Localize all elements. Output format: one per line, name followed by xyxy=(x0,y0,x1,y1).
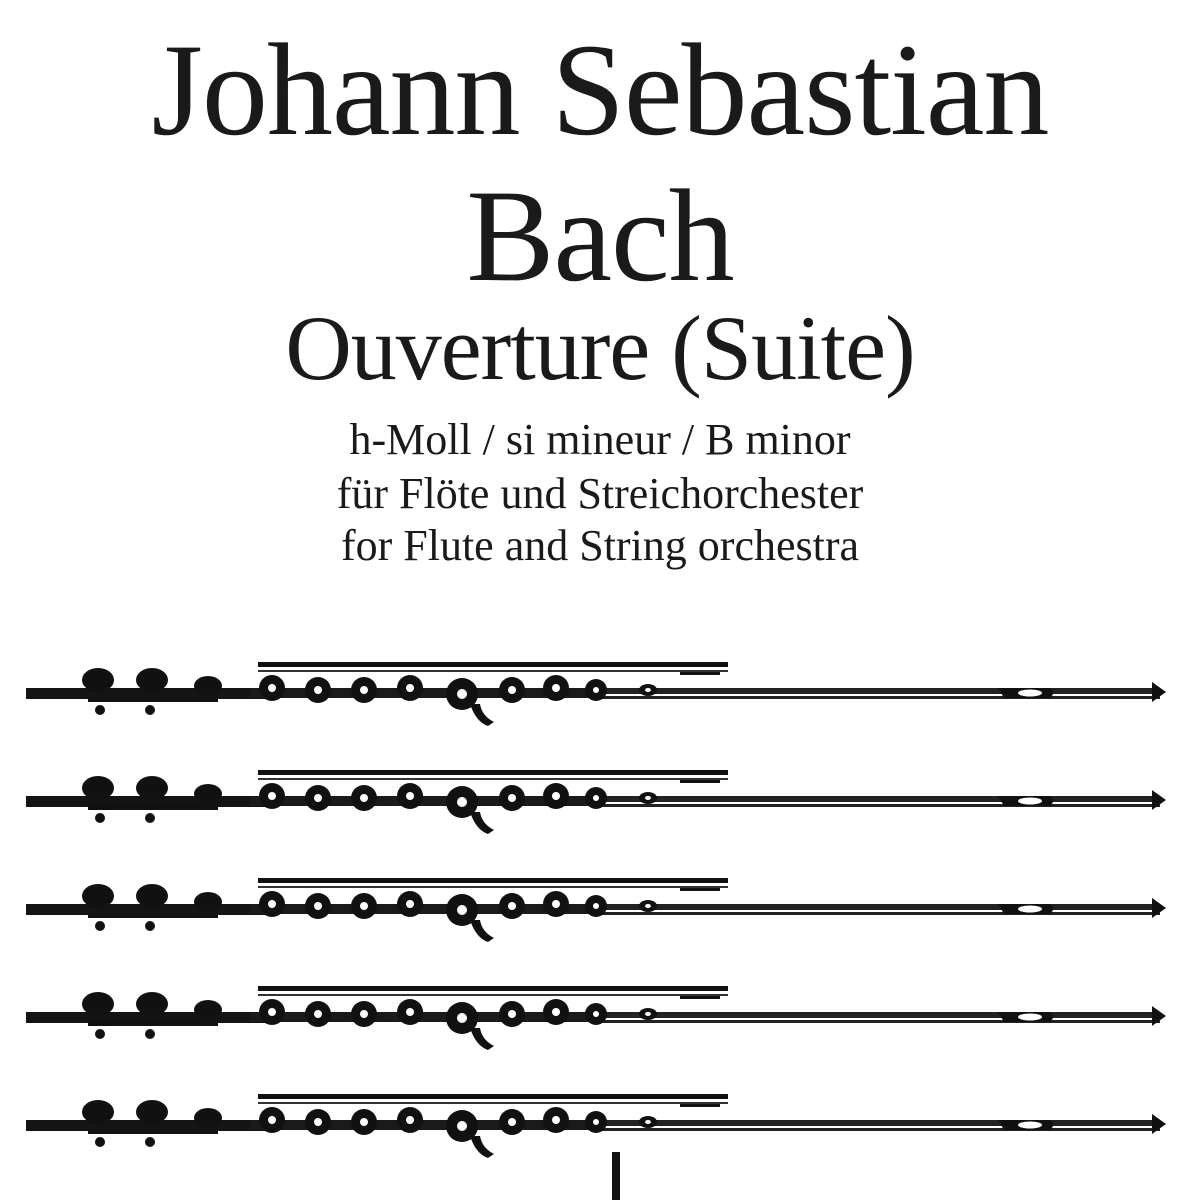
flute-illustration xyxy=(0,610,1200,1200)
composer-name-last: Bach xyxy=(466,162,734,309)
decorative-bar xyxy=(612,1152,620,1200)
flute-icon xyxy=(0,954,1200,1054)
flute-icon xyxy=(0,846,1200,946)
flute-icon xyxy=(0,630,1200,730)
work-title: Ouverture (Suite) xyxy=(285,297,915,399)
key-signature: h-Moll / si mineur / B minor xyxy=(349,415,851,464)
scoring-english: for Flute and String orchestra xyxy=(340,521,860,570)
composer-name-first: Johann Sebastian xyxy=(151,16,1049,163)
scoring-german: für Flöte und Streichorchester xyxy=(336,469,864,518)
flute-icon xyxy=(0,738,1200,838)
flute-icon xyxy=(0,1062,1200,1162)
